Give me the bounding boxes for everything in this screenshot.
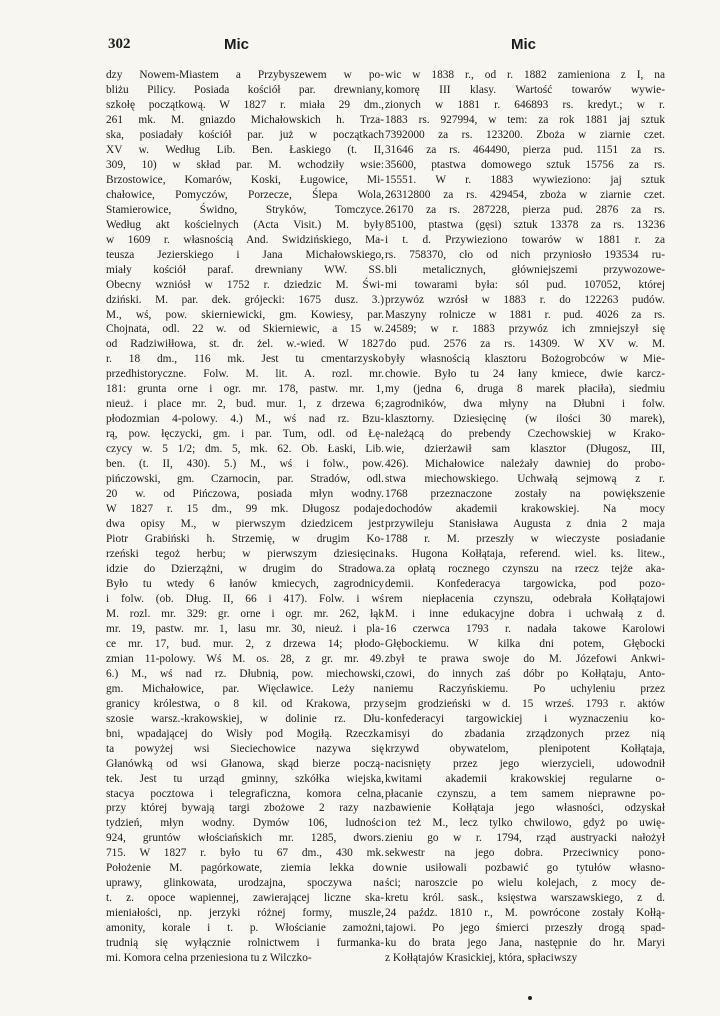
text-line: 31646 za rs. 464490, pierza pud. 1151 za rs. bbox=[385, 143, 665, 156]
text-line: Stamierowice, Świdno, Stryków, Tomczyce. bbox=[106, 203, 384, 216]
text-line: misyi do zbadania zrządzonych przez nią bbox=[385, 727, 665, 740]
text-line: rem niepłacenia czynszu, odebrała Kołłątajowi bbox=[385, 592, 665, 605]
text-line: on też M., lecz tylko chwilowo, gdyż po uwię- bbox=[385, 817, 665, 830]
text-line: 1768 przeznaczone zostały na powiększenie bbox=[385, 488, 665, 501]
text-line: miały kościół paraf. drewniany WW. SS. bbox=[106, 263, 384, 276]
text-line: tek. Jest tu urząd gminny, szkółka wiejska, bbox=[106, 772, 384, 785]
text-line: dochodów akademii krakowskiej. Na mocy bbox=[385, 503, 665, 516]
text-line: 309, 10) w skład par. M. wchodziły wsie: bbox=[106, 158, 384, 171]
text-line: ku do brata jego Jana, następnie do hr. Maryi bbox=[385, 937, 665, 950]
text-line: demii. Konfederacya targowicka, pod pozo- bbox=[385, 577, 665, 590]
text-line: chałowice, Pomyczów, Porzecze, Ślepa Wola, bbox=[106, 188, 384, 201]
text-line: 261 mk. M. gniazdo Michałowskich h. Trza- bbox=[106, 113, 384, 126]
text-line: ben. (t. II, 430). 5.) M., wś i folw., pow. bbox=[106, 458, 384, 471]
text-line: chowie. Było tu 24 łany kmiece, dwie karcz- bbox=[385, 368, 665, 381]
text-line: 6.) M., wś nad rz. Dłubnią, pow. miechowski, bbox=[106, 667, 384, 680]
text-line: w 1609 r. własnością And. Swidzińskiego, Ma- bbox=[106, 233, 384, 246]
text-line: wic w 1838 r., od r. 1882 zamieniona z I, na bbox=[385, 69, 665, 81]
text-line: zmian 11-polowy. Wś M. os. 28, z gr. mr. 49. bbox=[106, 652, 384, 665]
text-line: zieniu go w r. 1794, rząd austryacki nałożył bbox=[385, 832, 665, 845]
text-line: bni, wpadającej do Wisły pod Mogiłą. Rzeczka bbox=[106, 727, 384, 740]
text-line: Głębockiemu. W kilka dni potem, Głębocki bbox=[385, 637, 665, 650]
text-line: 426). Michałowice należały dawniej do probo- bbox=[385, 458, 665, 471]
text-line: wie, dzierżawił sam klasztor (Długosz, III, bbox=[385, 443, 665, 456]
text-line: były własnością klasztoru Bożogrobców w Mie- bbox=[385, 353, 665, 366]
text-line: czycy w. 5 1/2; dm. 5, mk. 62. Ob. Łaski, Lib. bbox=[106, 443, 384, 456]
text-line: płacanie czynszu, a tem samem nieprawne po- bbox=[385, 787, 665, 800]
text-line: t. z. opoce wapiennej, zawierającej liczne ska- bbox=[106, 892, 384, 905]
text-line: pińczowski, gm. Czarnocin, par. Stradów, odl. bbox=[106, 473, 384, 486]
text-line: Maszyny rolnicze w 1881 r. pud. 4026 za rs. bbox=[385, 308, 665, 321]
text-line: dwa opisy M., w pierwszym dziedzicem jest bbox=[106, 518, 384, 531]
text-line: 24 paźdz. 1810 r., M. powrócone zostały Kołłą- bbox=[385, 907, 665, 920]
text-line: bliżu Pilicy. Posiada kościół par. drewniany, bbox=[106, 83, 384, 96]
text-line: my (jedna 6, druga 8 marek płaciła), siedmiu bbox=[385, 383, 665, 396]
text-line: bli metalicznych, główniejszemi przywozowe- bbox=[385, 263, 665, 276]
text-line: i folw. (ob. Dług. II, 66 i 417). Folw. i wś bbox=[106, 592, 384, 605]
text-line: przywóz wzrósł w 1883 r. do 122263 pudów. bbox=[385, 293, 665, 306]
text-line: szosie warsz.-krakowskiej, w dolinie rz. Dłu- bbox=[106, 712, 384, 725]
running-head-left: Mic bbox=[224, 36, 250, 53]
text-line: rzeński tegoż herbu; w pierwszym dziesięcina bbox=[106, 548, 384, 560]
page-number: 302 bbox=[108, 36, 131, 52]
text-line: ta powyżej wsi Sieciechowice nazywa się bbox=[106, 742, 384, 755]
text-line: do pud. 2576 za rs. 14309. W XV w. M. bbox=[385, 338, 665, 351]
text-line: od Radziwiłłowa, st. dr. żel. w.-wied. W 1827 bbox=[106, 338, 384, 351]
text-line: trudnią się wyłącznie rolnictwem i furmanka- bbox=[106, 937, 384, 950]
text-line: idzie do Dzierzążni, w drugim do Stradowa. bbox=[106, 562, 384, 575]
text-line: zionych w 1881 r. 646893 rs. kredyt.; w r. bbox=[385, 98, 665, 111]
text-line: płodozmian 4-polowy. 4.) M., wś nad rz. Bzu- bbox=[106, 413, 384, 426]
right-text-column bbox=[385, 68, 665, 965]
text-line: 24589; w r. 1883 przywóz ich zmniejszył się bbox=[385, 323, 665, 336]
text-line: mr. 19, pastw. mr. 1, lasu mr. 30, nieuż. i pla- bbox=[106, 622, 384, 635]
text-line: 924, gruntów włościańskich mr. 1285, dwors. bbox=[106, 832, 384, 845]
text-line: stwa miechowskiego. Uchwałą sejmową z r. bbox=[385, 473, 665, 486]
text-line: wnie usiłowali pozbawić go tytułów własno- bbox=[385, 862, 665, 875]
text-line: szkołę początkową. W 1827 r. miała 29 dm., bbox=[106, 98, 384, 111]
ink-dot bbox=[528, 996, 532, 1000]
text-line: dziński. M. par. dek. grójecki: 1675 dusz. 3.) bbox=[106, 293, 384, 306]
text-line: z Kołłątajów Krasickiej, która, spłaciwszy bbox=[385, 952, 578, 965]
text-line: Chojnata, odl. 22 w. od Skierniewic, a 15 w. bbox=[106, 323, 384, 336]
text-line: ce mr. 17, bud. mur. 2, z drzewa 14; płodo- bbox=[106, 637, 384, 650]
text-line: stacya pocztowa i telegraficzna, komora celna, bbox=[106, 787, 384, 800]
text-line: 26170 za rs. 287228, pierza pud. 2876 za rs. bbox=[385, 203, 665, 216]
text-line: XV w. Według Lib. Ben. Łaskiego (t. II, bbox=[106, 143, 384, 156]
page-header bbox=[108, 36, 664, 56]
text-line: kretu król. sask., księstwa warszawskiego, z d. bbox=[385, 892, 665, 905]
text-line: 16 czerwca 1793 r. nadała takowe Karolowi bbox=[385, 622, 665, 635]
left-text-column bbox=[106, 68, 384, 965]
text-line: kwitami akademii krakowskiej regularne o- bbox=[385, 772, 665, 785]
text-line: czowi, do innych zaś dóbr po Kołłątaju, Anto- bbox=[385, 667, 665, 680]
text-line: konfederacyi targowickiej i wyznaczeniu ko- bbox=[385, 712, 665, 725]
text-line: ska, posiadały kościół par. już w początkach bbox=[106, 128, 384, 141]
text-line: M. i inne edukacyjne dobra i uchwałą z d. bbox=[385, 607, 665, 620]
text-line: zbawienie Kołłątaja jego własności, odzyskał bbox=[385, 802, 665, 815]
text-line: uprawy, glinkowata, urodzajna, spoczywa na bbox=[106, 877, 384, 890]
text-line: mi towarami była: sól pud. 107052, której bbox=[385, 278, 665, 291]
text-line: M. rozl. mr. 329: gr. orne i ogr. mr. 262, łąk bbox=[106, 607, 384, 620]
text-line: krzywd obywatelom, plenipotent Kołłątaja, bbox=[385, 742, 665, 755]
text-line: 1788 r. M. przeszły w wieczyste posiadanie bbox=[385, 533, 665, 546]
text-line: komorę III klasy. Wartość towarów wywie- bbox=[385, 83, 665, 96]
text-line: Położenie M. pagórkowate, ziemia lekka do bbox=[106, 862, 384, 875]
text-line: tajowi. Po jego śmierci przeszły drogą spad- bbox=[385, 922, 665, 935]
text-line: mi. Komora celna przeniesiona tu z Wilczko- bbox=[106, 952, 312, 965]
text-line: 715. W 1827 r. było tu 67 dm., 430 mk. bbox=[106, 847, 384, 860]
text-line: przywileju Stanisława Augusta z dnia 2 maja bbox=[385, 518, 665, 531]
text-line: przedhistoryczne. Folw. M. lit. A. rozl. mr. bbox=[106, 368, 384, 381]
text-line: granicy królestwa, o 8 kil. od Krakowa, przy bbox=[106, 697, 384, 710]
text-line: gm. Michałowice, par. Więcławice. Leży na bbox=[106, 682, 384, 695]
text-line: tydzień, młyn wodny. Dymów 106, ludności bbox=[106, 817, 384, 830]
text-line: 26312800 za rs. 429454, zboża w ziarnie czet. bbox=[385, 188, 665, 201]
text-line: Obecny wzniósł w 1752 r. dziedzic M. Świ- bbox=[106, 278, 384, 291]
text-line: teusza Jezierskiego i Jana Michałowskiego, bbox=[106, 248, 384, 261]
text-line: 35600, ptastwa domowego sztuk 15756 za rs. bbox=[385, 158, 665, 171]
text-line: 15551. W r. 1883 wywieziono: jaj sztuk bbox=[385, 173, 665, 186]
text-line: W 1827 r. 15 dm., 99 mk. Długosz podaje bbox=[106, 503, 384, 516]
text-line: M., wś, pow. skierniewicki, gm. Kowiesy, par. bbox=[106, 308, 384, 321]
text-line: klasztorny. Dziesięcinę (w ilości 30 marek), bbox=[385, 413, 665, 426]
text-line: przy której bywają targi zbożowe 2 razy na bbox=[106, 802, 384, 815]
text-line: niemu Raczyńskiemu. Po uchyleniu przez bbox=[385, 682, 665, 695]
text-line: sekwestr na jego dobra. Przeciwnicy pono- bbox=[385, 847, 665, 860]
text-line: rą, pow. łęczycki, gm. i par. Tum, odl. od Łę- bbox=[106, 428, 384, 441]
text-line: 1883 rs. 927994, w tem: za rok 1881 jaj sztuk bbox=[385, 113, 665, 126]
text-line: r. 18 dm., 116 mk. Jest tu cmentarzysko bbox=[106, 353, 384, 366]
text-line: Było tu wtedy 6 łanów kmiecych, zagrodnicy bbox=[106, 577, 384, 590]
text-line: Piotr Grabiński h. Strzemię, w drugim Ko- bbox=[106, 533, 384, 546]
text-line: Według akt kościelnych (Acta Visit.) M. były bbox=[106, 218, 384, 231]
text-line: 7392000 za rs. 123200. Zboża w ziarnie czet. bbox=[385, 128, 665, 141]
text-line: nacisnięty przez jego wierzycieli, udowodnił bbox=[385, 757, 665, 770]
text-line: ści; naroszcie po wielu kolejach, z mocy de- bbox=[385, 877, 665, 890]
text-line: sejm grodzieński w d. 15 wrześ. 1793 r. aktów bbox=[385, 697, 665, 710]
text-line: ks. Hugona Kołłątaja, referend. wiel. ks. litew., bbox=[385, 548, 665, 560]
running-head-right: Mic bbox=[511, 36, 537, 53]
text-line: Głanówką od wsi Głanowa, skąd bierze począ- bbox=[106, 757, 384, 770]
text-line: zagrodników, dwa młyny na Dłubni i folw. bbox=[385, 398, 665, 411]
text-line: 20 w. od Pińczowa, posiada młyn wodny. bbox=[106, 488, 384, 501]
text-line: i t. d. Przywieziono towarów w 1881 r. za bbox=[385, 233, 665, 246]
text-line: nieuż. i place mr. 2, bud. mur. 1, z drzewa 6; bbox=[106, 398, 384, 411]
text-line: rs. 758370, cło od nich przyniosło 193534 ru- bbox=[385, 248, 665, 261]
text-line: 181: grunta orne i ogr. mr. 178, pastw. mr. 1, bbox=[106, 383, 384, 396]
text-line: 85100, ptastwa (gęsi) sztuk 13378 za rs. 13236 bbox=[385, 218, 665, 231]
text-line: Brzostowice, Komarów, Koski, Ługowice, Mi- bbox=[106, 173, 384, 186]
text-line: należącą do prebendy Czechowskiej w Krako- bbox=[385, 428, 665, 441]
text-line: zbył te prawa swoje do M. Józefowi Ankwi- bbox=[385, 652, 665, 665]
text-line: mieniałości, np. jerzyki różnej formy, muszle, bbox=[106, 907, 384, 920]
text-line: amonity, korale i t. p. Włościanie zamożni, bbox=[106, 922, 384, 935]
text-line: za opłatą rocznego czynszu na rzecz tejże aka- bbox=[385, 562, 665, 575]
text-line: dzy Nowem-Miastem a Przybyszewem w po- bbox=[106, 69, 384, 81]
